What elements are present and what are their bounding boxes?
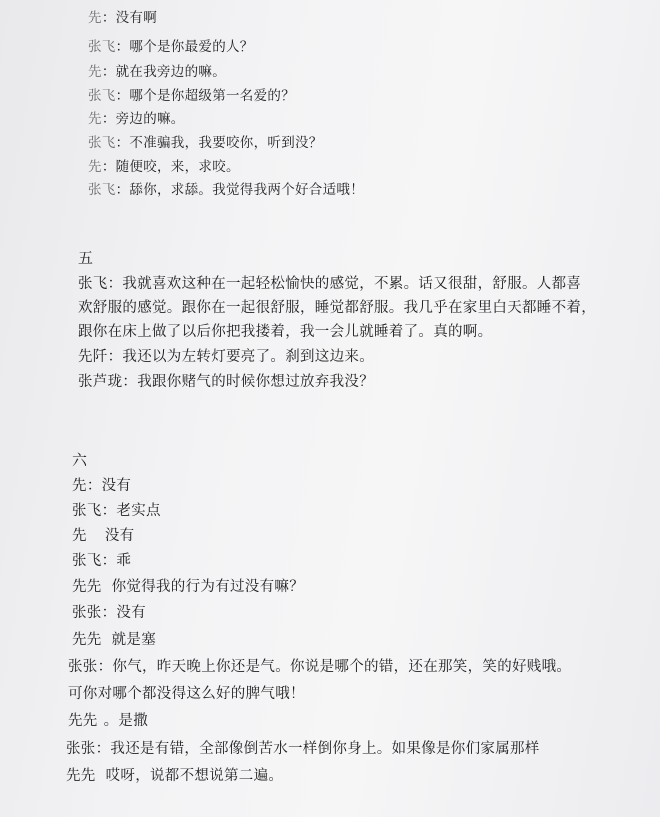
dialogue-line [68,657,571,677]
dialogue-text: ：旁边的嘛。 [101,111,185,127]
speaker-name: 先先 [66,768,96,784]
speaker-name: 张张 [72,605,102,621]
dialogue-text: ：没有 [86,478,132,494]
dialogue-line [72,577,304,597]
speaker-name: 张飞 [88,182,116,198]
section-heading: 六 [72,451,88,469]
dialogue-line [88,37,254,57]
speaker-name: 先 [72,528,87,544]
dialogue-line [88,157,240,177]
dialogue-text: ：哪个是你最爱的人？ [115,39,254,55]
dialogue-text: 欢舒服的感觉。跟你在一起很舒服，睡觉都舒服。我几乎在家里白天都睡不着， [78,300,596,316]
dialogue-text: ：乖 [101,553,132,569]
speaker-name: 张飞 [88,88,116,104]
dialogue-line [72,551,131,571]
speaker-name: 先 [88,10,102,26]
dialogue-line [72,526,134,546]
dialogue-line [78,322,492,342]
dialogue-line [72,630,156,650]
dialogue-text: ：没有 [101,605,147,621]
speaker-name: 先 [88,64,102,80]
dialogue-text: 跟你在床上做了以后你把我搂着，我一会儿就睡着了。真的啊。 [78,324,493,340]
dialogue-line [66,766,283,786]
speaker-name: 张芦珑 [78,374,123,390]
speaker-name: 张飞 [72,503,102,519]
speaker-name: 张张 [68,659,98,675]
dialogue-text: ：老实点 [101,503,161,519]
speaker-name: 张飞 [88,135,116,151]
speaker-name: 张张 [66,741,96,757]
dialogue-text: 可你对哪个都没得这么好的脾气哦！ [68,686,305,702]
dialogue-text: ：不准骗我，我要咬你，听到没？ [115,135,323,151]
speaker-name: 先阡 [78,349,108,365]
speaker-name: 先先 [72,579,102,595]
dialogue-line [88,86,295,106]
speaker-name: 先 [72,478,87,494]
dialogue-text: ：没有啊 [101,10,158,26]
speaker-name: 先先 [72,632,102,648]
dialogue-text: 没有 [104,528,135,544]
dialogue-line [78,274,581,294]
speaker-name: 张飞 [78,276,108,292]
section-heading: 五 [78,249,94,267]
dialogue-text: ：舔你，求舔。我觉得我两个好合适哦！ [115,182,365,198]
speaker-name: 先 [88,111,102,127]
dialogue-text: ：我还以为左转灯要亮了。刹到这边来。 [107,349,375,365]
dialogue-line [72,603,146,623]
dialogue-line [78,372,374,392]
speaker-name: 张飞 [72,553,102,569]
dialogue-line [68,684,305,704]
dialogue-text: 就是塞 [111,632,157,648]
dialogue-text: ：我还是有错，全部像倒苦水一样倒你身上。如果像是你们家属那样 [95,741,540,757]
speaker-name: 先先 [68,713,98,729]
dialogue-text: 你觉得我的行为有过没有嘛？ [111,579,305,595]
dialogue-text: ：我就喜欢这种在一起轻松愉快的感觉，不累。话又很甜，舒服。人都喜 [107,276,582,292]
dialogue-text: ：哪个是你超级第一名爱的？ [115,88,296,104]
dialogue-line [66,739,540,759]
dialogue-line [88,109,185,129]
speaker-name: 张飞 [88,39,116,55]
dialogue-line [78,298,596,318]
dialogue-line [68,711,148,731]
dialogue-text: ：就在我旁边的嘛。 [101,64,227,80]
dialogue-line [88,62,226,82]
dialogue-line [72,476,131,496]
dialogue-text: 。是撒 [103,713,149,729]
dialogue-line [72,501,161,521]
dialogue-text: ：你气，昨天晚上你还是气。你说是哪个的错，还在那笑，笑的好贱哦。 [97,659,572,675]
dialogue-text: 哎呀，说都不想说第二遍。 [105,768,284,784]
dialogue-text: ：随便咬，来，求咬。 [101,159,240,175]
dialogue-line [88,133,323,153]
dialogue-text: ：我跟你赌气的时候你想过放弃我没？ [122,374,375,390]
speaker-name: 先 [88,159,102,175]
dialogue-line [88,8,157,28]
dialogue-line [88,180,364,200]
dialogue-line [78,347,374,367]
